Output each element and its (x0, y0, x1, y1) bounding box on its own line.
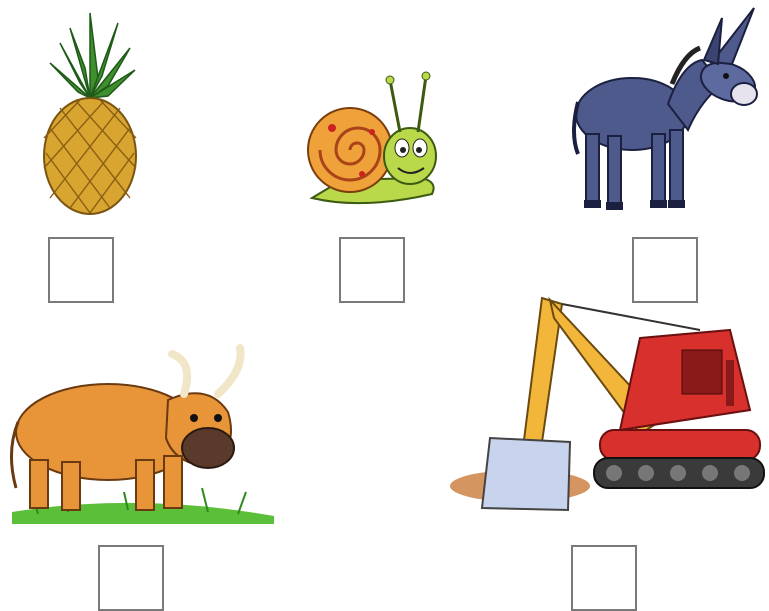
answer-box-pineapple[interactable] (48, 237, 114, 303)
bull-icon (8, 342, 278, 524)
pineapple-icon (30, 8, 150, 218)
answer-box-bull[interactable] (98, 545, 164, 611)
snail-icon (302, 70, 447, 215)
answer-box-excavator[interactable] (571, 545, 637, 611)
answer-box-snail[interactable] (339, 237, 405, 303)
answer-box-donkey[interactable] (632, 237, 698, 303)
excavator-icon (450, 290, 768, 518)
donkey-icon (572, 4, 768, 214)
